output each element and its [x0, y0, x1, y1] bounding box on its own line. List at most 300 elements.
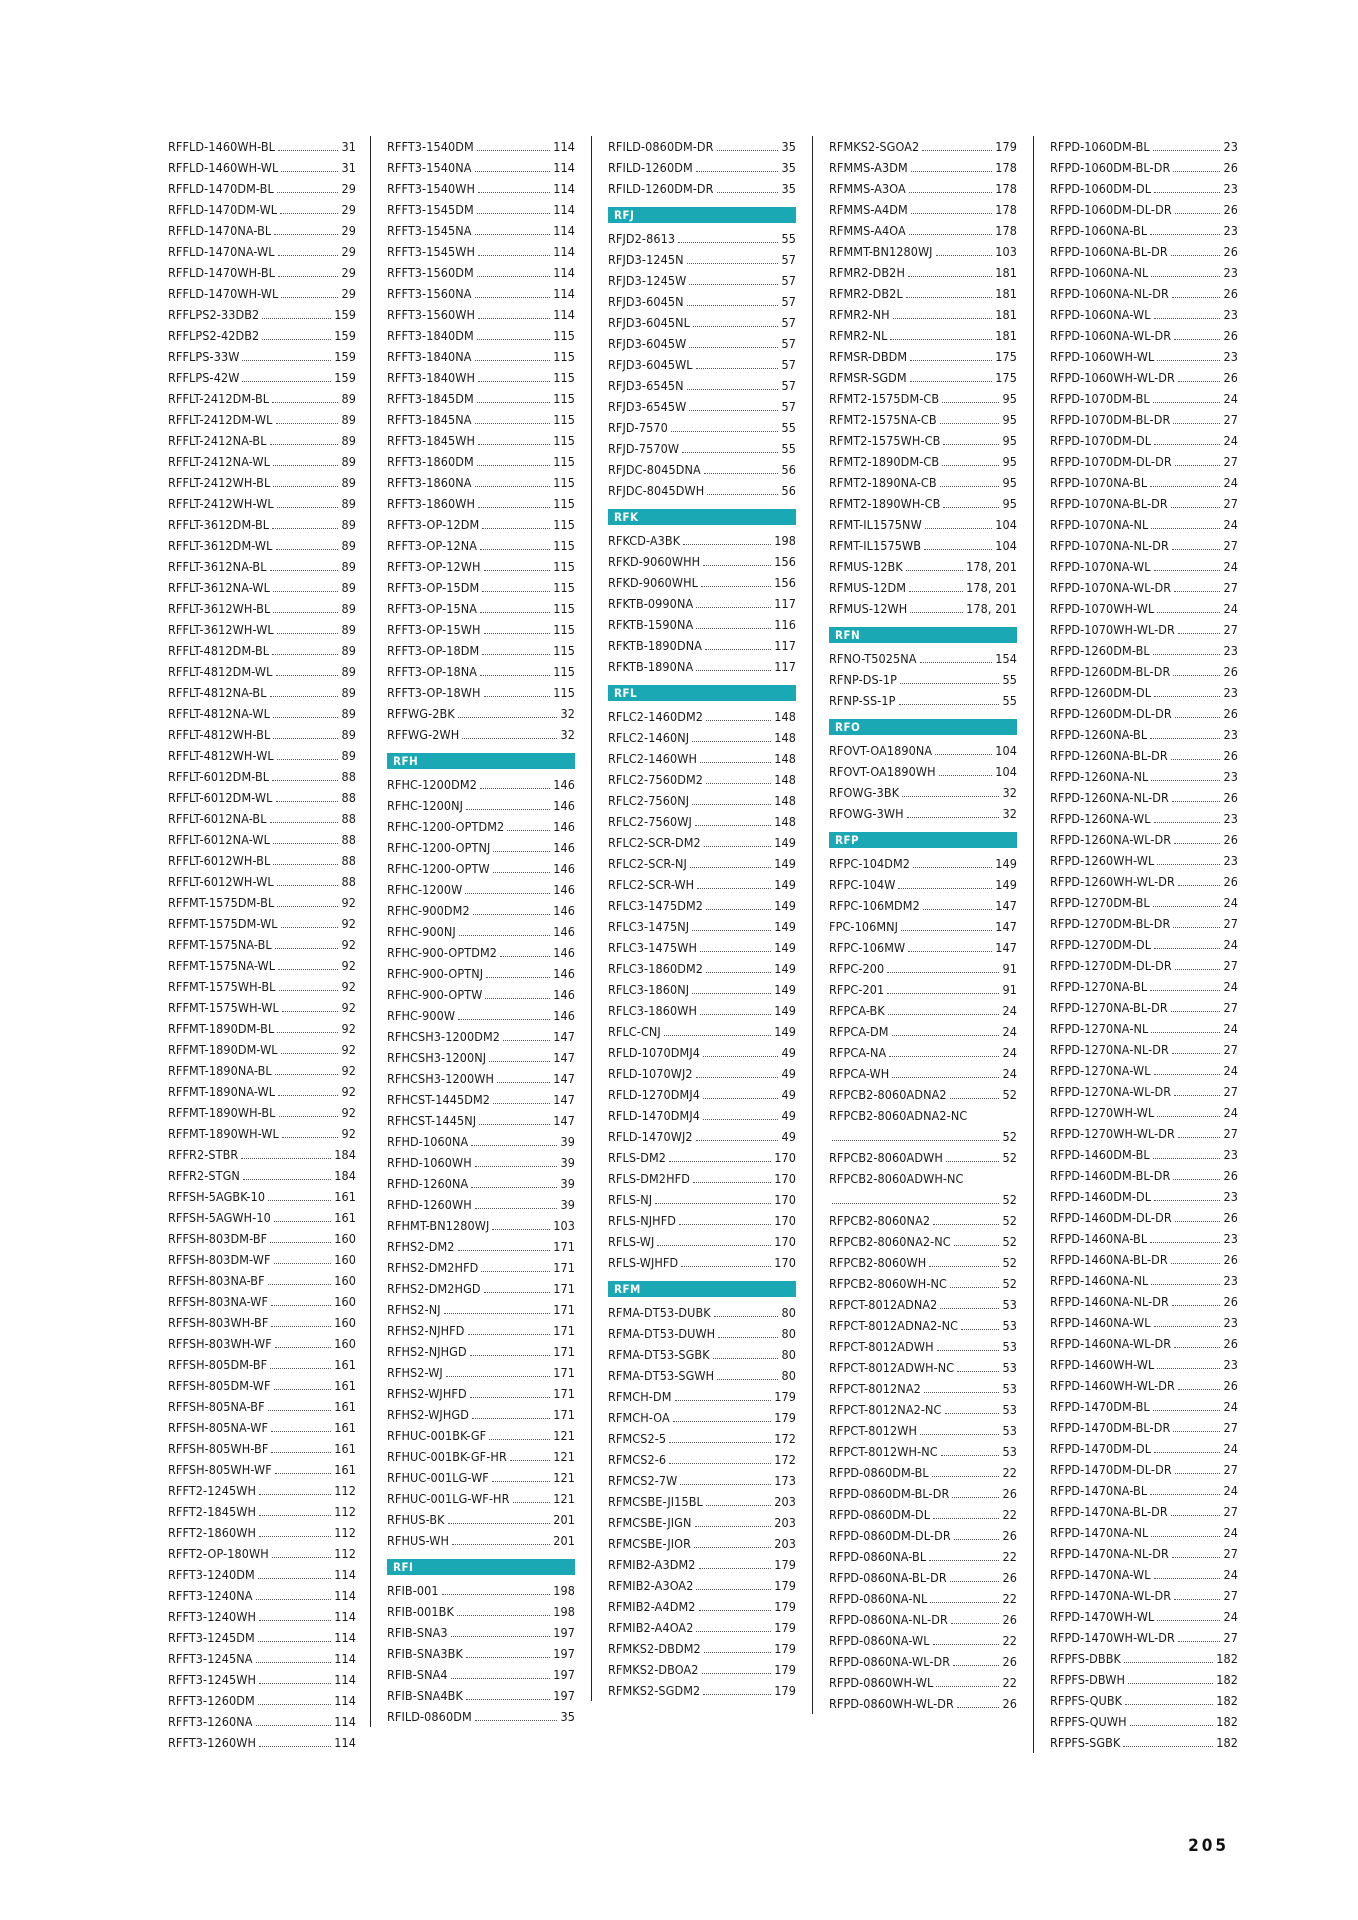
model-code: RFFSH-803WH-WF: [168, 1336, 272, 1351]
index-entry: [829, 761, 1017, 782]
page-reference: 114: [334, 1567, 356, 1582]
index-entry: [1050, 1438, 1238, 1459]
index-entry: [168, 1501, 356, 1522]
model-code: RFPD-1470DM-BL: [1050, 1399, 1150, 1414]
index-entry: [168, 1228, 356, 1249]
dot-leader: [706, 1505, 771, 1506]
dot-leader: [924, 549, 992, 550]
index-entry: [387, 535, 575, 556]
page-reference: 29: [341, 244, 356, 259]
page-reference: 24: [1223, 433, 1238, 448]
model-code: RFPD-1460DM-BL: [1050, 1147, 1150, 1162]
index-entry: [1050, 367, 1238, 388]
page-reference: 29: [341, 223, 356, 238]
dot-leader: [700, 1014, 771, 1015]
index-entry: [829, 1588, 1017, 1609]
index-entry: [829, 1147, 1017, 1168]
model-code: RFLC2-SCR-WH: [608, 877, 695, 892]
dot-leader: [273, 717, 339, 718]
dot-leader: [277, 1032, 338, 1033]
dot-leader: [277, 906, 338, 907]
index-entry: [387, 388, 575, 409]
index-entry: [829, 1273, 1017, 1294]
index-entry: [608, 1344, 796, 1365]
dot-leader: [503, 1040, 550, 1041]
page-reference: 117: [774, 638, 796, 653]
index-entry: [1050, 556, 1238, 577]
index-entry: [608, 727, 796, 748]
model-code: RFFT3-1860NA: [387, 475, 472, 490]
index-entry: [387, 178, 575, 199]
model-code: RFMCS2-5: [608, 1431, 667, 1446]
section-header: RFO: [829, 719, 1017, 735]
dot-leader: [513, 1502, 551, 1503]
index-entry: [168, 913, 356, 934]
index-entry: [168, 766, 356, 787]
model-code: RFLD-1470DMJ4: [608, 1108, 701, 1123]
page-reference: 27: [1223, 1042, 1238, 1057]
dot-leader: [471, 1145, 557, 1146]
page-reference: 92: [341, 1042, 356, 1057]
page-reference: 23: [1223, 643, 1238, 658]
page-reference: 26: [1223, 1336, 1238, 1351]
model-code: RFPCT-8012WH-NC: [829, 1444, 938, 1459]
page-reference: 178: [995, 160, 1017, 175]
page-reference: 26: [1223, 244, 1238, 259]
index-entry: [387, 1404, 575, 1425]
index-entry: [829, 1063, 1017, 1084]
model-code: RFPCB2-8060WH: [829, 1255, 927, 1270]
model-code: RFJD3-6045N: [608, 294, 684, 309]
model-code: RFMSR-SGDM: [829, 370, 907, 385]
index-entry: [1050, 1270, 1238, 1291]
model-code: RFFT3-OP-15DM: [387, 580, 480, 595]
page-reference: 35: [781, 181, 796, 196]
page-reference: 115: [553, 454, 575, 469]
page-reference: 121: [553, 1470, 575, 1485]
page-reference: 170: [774, 1213, 796, 1228]
index-entry: [608, 1063, 796, 1084]
page-reference: 26: [1223, 202, 1238, 217]
dot-leader: [470, 1355, 550, 1356]
index-entry: [387, 942, 575, 963]
model-code: RFFT3-OP-12DM: [387, 517, 480, 532]
index-entry: [829, 1420, 1017, 1441]
index-entry: [1050, 997, 1238, 1018]
model-code: RFHD-1060WH: [387, 1155, 472, 1170]
section-header: RFN: [829, 627, 1017, 643]
dot-leader: [1150, 1242, 1220, 1243]
page-reference: 56: [781, 462, 796, 477]
model-code: RFFT3-1545NA: [387, 223, 472, 238]
page-reference: 24: [1223, 601, 1238, 616]
page-reference: 27: [1223, 958, 1238, 973]
model-code: RFFLD-1460WH-WL: [168, 160, 279, 175]
page-reference: 114: [553, 223, 575, 238]
dot-leader: [940, 486, 1000, 487]
index-entry: [1050, 1228, 1238, 1249]
dot-leader: [477, 402, 550, 403]
index-entry: [829, 1210, 1017, 1231]
model-code: RFFT3-1260NA: [168, 1714, 253, 1729]
page-reference: 24: [1223, 559, 1238, 574]
index-column-4: [812, 136, 1017, 1714]
page-reference: 52: [1002, 1150, 1017, 1165]
dot-leader: [276, 549, 339, 550]
index-entry: [1050, 178, 1238, 199]
dot-leader: [256, 1662, 332, 1663]
dot-leader: [892, 1035, 1000, 1036]
page-reference: 26: [1223, 1210, 1238, 1225]
page-reference: 147: [995, 898, 1017, 913]
index-entry: [608, 790, 796, 811]
page-reference: 29: [341, 265, 356, 280]
model-code: RFPD-1070DM-BL-DR: [1050, 412, 1171, 427]
model-code: RFHCSH3-1200WH: [387, 1071, 495, 1086]
index-entry: [829, 556, 1017, 577]
index-entry: [168, 640, 356, 661]
model-code: RFLD-1070DMJ4: [608, 1045, 701, 1060]
page-reference: 146: [553, 987, 575, 1002]
dot-leader: [714, 1316, 779, 1317]
model-code: RFFT2-1860WH: [168, 1525, 257, 1540]
page-reference: 92: [341, 1105, 356, 1120]
page-reference: 23: [1223, 811, 1238, 826]
index-entry: [387, 1622, 575, 1643]
model-code: RFPD-1270DM-BL: [1050, 895, 1150, 910]
index-entry: [168, 661, 356, 682]
model-code: RFPD-1460NA-BL: [1050, 1231, 1148, 1246]
dot-leader: [1173, 1179, 1220, 1180]
page-reference: 115: [553, 496, 575, 511]
page-reference: 26: [1002, 1612, 1017, 1627]
dot-leader: [933, 1224, 999, 1225]
index-entry: [168, 262, 356, 283]
model-code: RFPD-1070NA-BL-DR: [1050, 496, 1168, 511]
model-code: RFKD-9060WHH: [608, 554, 701, 569]
dot-leader: [500, 956, 550, 957]
model-code: RFFLT-3612DM-WL: [168, 538, 273, 553]
index-entry: [608, 979, 796, 1000]
index-entry: [829, 598, 1017, 619]
model-code: RFPD-1470WH-WL-DR: [1050, 1630, 1175, 1645]
dot-leader: [242, 360, 331, 361]
index-entry: [608, 551, 796, 572]
model-code: RFFLD-1470DM-WL: [168, 202, 278, 217]
index-entry: [387, 1257, 575, 1278]
page-reference: 171: [553, 1323, 575, 1338]
index-entry: [387, 1110, 575, 1131]
model-code: RFHC-900DM2: [387, 903, 470, 918]
page-reference: 26: [1223, 748, 1238, 763]
page-reference: 159: [334, 370, 356, 385]
page-reference: 146: [553, 903, 575, 918]
index-column-1: [168, 136, 356, 1753]
index-entry: [829, 1336, 1017, 1357]
model-code: RFMIB2-A4DM2: [608, 1599, 696, 1614]
page-reference: 115: [553, 391, 575, 406]
dot-leader: [929, 1560, 999, 1561]
index-entry: [168, 220, 356, 241]
page-reference: 160: [334, 1273, 356, 1288]
dot-leader: [276, 423, 339, 424]
model-code: RFFLT-3612WH-BL: [168, 601, 271, 616]
index-entry: [829, 241, 1017, 262]
page-reference: 23: [1223, 727, 1238, 742]
dot-leader: [696, 670, 771, 671]
page-reference: 23: [1223, 1315, 1238, 1330]
model-code: RFMR2-NL: [829, 328, 888, 343]
dot-leader: [893, 318, 993, 319]
model-code: RFFLT-6012WH-BL: [168, 853, 271, 868]
page-reference: 31: [341, 160, 356, 175]
index-entry: [387, 325, 575, 346]
dot-leader: [657, 1245, 771, 1246]
dot-leader: [259, 1746, 331, 1747]
model-code: RFFSH-805WH-BF: [168, 1441, 269, 1456]
dot-leader: [475, 1208, 558, 1209]
dot-leader: [1174, 1347, 1220, 1348]
model-code: RFHCSH3-1200DM2: [387, 1029, 501, 1044]
page-reference: 55: [781, 441, 796, 456]
dot-leader: [281, 927, 339, 928]
page-reference: 89: [341, 391, 356, 406]
dot-leader: [1172, 297, 1221, 298]
dot-leader: [478, 318, 550, 319]
page-reference: 161: [334, 1462, 356, 1477]
index-entry: [168, 745, 356, 766]
index-entry: [829, 304, 1017, 325]
model-code: RFPD-0860DM-BL: [829, 1465, 929, 1480]
page-reference: 89: [341, 433, 356, 448]
dot-leader: [936, 1686, 999, 1687]
page-reference: 23: [1223, 139, 1238, 154]
index-entry: [829, 535, 1017, 556]
model-code: RFPD-1060DM-BL: [1050, 139, 1150, 154]
dot-leader: [933, 1518, 999, 1519]
index-entry: [168, 535, 356, 556]
model-code: RFIB-001: [387, 1583, 439, 1598]
page-reference: 115: [553, 538, 575, 553]
dot-leader: [478, 381, 550, 382]
page-reference: 92: [341, 937, 356, 952]
dot-leader: [899, 704, 1000, 705]
page-reference: 182: [1216, 1672, 1238, 1687]
dot-leader: [1171, 1263, 1221, 1264]
model-code: RFPD-0860DM-DL: [829, 1507, 931, 1522]
dot-leader: [1151, 528, 1220, 529]
page-reference: 22: [1002, 1465, 1017, 1480]
model-code: RFFT3-1845DM: [387, 391, 474, 406]
dot-leader: [946, 1161, 1000, 1162]
model-code: RFPD-1270DM-DL: [1050, 937, 1152, 952]
dot-leader: [497, 1082, 550, 1083]
model-code: RFFSH-805NA-BF: [168, 1399, 265, 1414]
dot-leader: [484, 633, 551, 634]
page-reference: 26: [1223, 160, 1238, 175]
dot-leader: [1173, 171, 1220, 172]
model-code: RFPD-1470NA-BL: [1050, 1483, 1148, 1498]
model-code: RFFMT-1890WH-WL: [168, 1126, 279, 1141]
dot-leader: [1151, 276, 1220, 277]
dot-leader: [466, 809, 550, 810]
dot-leader: [689, 284, 778, 285]
index-entry: [168, 1648, 356, 1669]
model-code: RFFLT-6012WH-WL: [168, 874, 274, 889]
dot-leader: [1150, 990, 1220, 991]
model-code: RFPD-1060NA-WL-DR: [1050, 328, 1172, 343]
page-reference: 114: [553, 265, 575, 280]
model-code: RFPD-1070NA-WL-DR: [1050, 580, 1172, 595]
model-code: RFHS2-DM2: [387, 1239, 455, 1254]
index-entry: [1050, 430, 1238, 451]
page-reference: 203: [774, 1536, 796, 1551]
index-entry: [1050, 976, 1238, 997]
index-entry: [168, 367, 356, 388]
page-reference: 117: [774, 659, 796, 674]
model-code: RFPD-1260DM-DL: [1050, 685, 1152, 700]
index-entry: [387, 199, 575, 220]
index-entry: [387, 1685, 575, 1706]
index-entry: [1050, 262, 1238, 283]
model-code: RFFSH-803WH-BF: [168, 1315, 269, 1330]
index-entry: [1050, 136, 1238, 157]
index-entry: [387, 598, 575, 619]
index-entry: [829, 648, 1017, 669]
dot-leader: [700, 951, 771, 952]
dot-leader: [468, 1334, 551, 1335]
page-reference: 149: [995, 877, 1017, 892]
dot-leader: [693, 1182, 771, 1183]
index-entry: [829, 325, 1017, 346]
page-reference: 115: [553, 412, 575, 427]
dot-leader: [273, 843, 339, 844]
model-code: RFPD-0860DM-BL-DR: [829, 1486, 950, 1501]
page-reference: 53: [1002, 1339, 1017, 1354]
page-reference: 89: [341, 748, 356, 763]
model-code: RFMMS-A4OA: [829, 223, 906, 238]
index-entry: [168, 1669, 356, 1690]
page-reference: 170: [774, 1192, 796, 1207]
model-code: RFPCB2-8060WH-NC: [829, 1276, 947, 1291]
model-code: RFFMT-1575NA-WL: [168, 958, 276, 973]
model-code: RFHD-1060NA: [387, 1134, 469, 1149]
page-reference: 201: [553, 1512, 575, 1527]
page-reference: 26: [1223, 832, 1238, 847]
index-entry: [608, 1638, 796, 1659]
page-reference: 161: [334, 1420, 356, 1435]
page-reference: 53: [1002, 1381, 1017, 1396]
dot-leader: [272, 1557, 331, 1558]
page-reference: 26: [1223, 286, 1238, 301]
model-code: RFPCA-WH: [829, 1066, 890, 1081]
page-reference: 24: [1223, 937, 1238, 952]
model-code: RFFMT-1890DM-WL: [168, 1042, 278, 1057]
model-code: RFPCT-8012NA2: [829, 1381, 921, 1396]
page-reference: 55: [1002, 693, 1017, 708]
model-code: RFFT3-1260WH: [168, 1735, 257, 1750]
page-reference: 117: [774, 596, 796, 611]
page-reference: 179: [774, 1599, 796, 1614]
dot-leader: [696, 368, 779, 369]
index-entry: [168, 976, 356, 997]
dot-leader: [942, 402, 999, 403]
dot-leader: [444, 1313, 551, 1314]
dot-leader: [909, 192, 992, 193]
dot-leader: [920, 662, 993, 663]
dot-leader: [701, 586, 771, 587]
page-reference: 116: [774, 617, 796, 632]
page-reference: 115: [553, 622, 575, 637]
dot-leader: [890, 339, 992, 340]
model-code: RFFLD-1470WH-WL: [168, 286, 279, 301]
page-reference: 24: [1002, 1066, 1017, 1081]
page-reference: 92: [341, 895, 356, 910]
page-reference: 115: [553, 601, 575, 616]
dot-leader: [943, 444, 999, 445]
model-code: RFMSR-DBDM: [829, 349, 908, 364]
index-entry: [608, 530, 796, 551]
index-entry: [387, 1362, 575, 1383]
page-reference: 114: [553, 286, 575, 301]
dot-leader: [940, 423, 1000, 424]
page-reference: 104: [995, 517, 1017, 532]
index-entry: [387, 900, 575, 921]
model-code: RFJD3-6045W: [608, 336, 687, 351]
dot-leader: [1174, 591, 1220, 592]
dot-leader: [953, 1665, 999, 1666]
model-code: RFPFS-DBBK: [1050, 1651, 1121, 1666]
page-reference: 159: [334, 307, 356, 322]
index-entry: [387, 1215, 575, 1236]
dot-leader: [273, 591, 339, 592]
page-reference: 26: [1002, 1696, 1017, 1711]
model-code: RFFSH-805NA-WF: [168, 1420, 269, 1435]
index-entry: [1050, 1375, 1238, 1396]
dot-leader: [1153, 1410, 1221, 1411]
dot-leader: [690, 867, 771, 868]
model-code: RFLD-1470WJ2: [608, 1129, 693, 1144]
index-entry: [168, 1606, 356, 1627]
page-reference: 26: [1002, 1486, 1017, 1501]
index-entry: [829, 1462, 1017, 1483]
model-code: RFMCH-OA: [608, 1410, 670, 1425]
page-reference: 114: [553, 307, 575, 322]
dot-leader: [1172, 801, 1221, 802]
page-reference: 49: [781, 1108, 796, 1123]
index-entry: [387, 493, 575, 514]
index-entry: [829, 1084, 1017, 1105]
page-reference: 178: [995, 181, 1017, 196]
page-reference: 89: [341, 601, 356, 616]
index-entry: [168, 1585, 356, 1606]
model-code: RFLC2-1460WH: [608, 751, 698, 766]
model-code: RFPD-1070DM-DL: [1050, 433, 1152, 448]
page-reference: 171: [553, 1239, 575, 1254]
page-reference: 23: [1223, 1189, 1238, 1204]
page-reference: 92: [341, 1063, 356, 1078]
dot-leader: [706, 972, 771, 973]
model-code: RFJD3-6045WL: [608, 357, 693, 372]
model-code: RFHUS-BK: [387, 1512, 445, 1527]
model-code: RFPD-1270NA-WL: [1050, 1063, 1151, 1078]
page-reference: 52: [1002, 1276, 1017, 1291]
dot-leader: [695, 825, 771, 826]
model-code: RFFSH-803NA-WF: [168, 1294, 269, 1309]
index-entry: [608, 1231, 796, 1252]
dot-leader: [278, 969, 338, 970]
model-code: RFFMT-1575NA-BL: [168, 937, 272, 952]
